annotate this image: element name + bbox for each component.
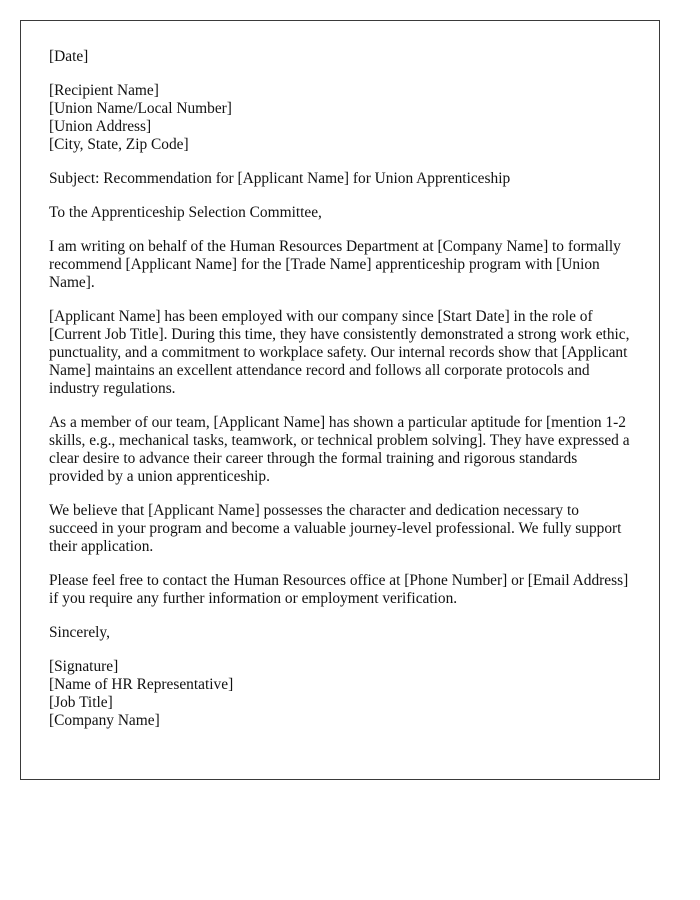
letter-page bbox=[20, 20, 660, 780]
company-name: [Company Name] bbox=[49, 712, 160, 729]
job-title: [Job Title] bbox=[49, 694, 113, 711]
recipient-name: [Recipient Name] bbox=[49, 82, 159, 99]
union-name: [Union Name/Local Number] bbox=[49, 100, 232, 117]
subject-line: Subject: Recommendation for [Applicant Name] for Union Apprenticeship bbox=[49, 170, 511, 187]
body-paragraph-intro: I am writing on behalf of the Human Resources Department at [Company Name] to formally recommend [Applicant Name] for the [Trade Name] apprenticeship program with [Union Name]. bbox=[49, 238, 621, 291]
body-paragraph-employment: [Applicant Name] has been employed with our company since [Start Date] in the role of [Current Job Title]. During this time, they have consistently demonstrated a strong work ethic, punctuality, and a commitment to workplace safety. Our internal records show that [Applicant Name] maintains an excellent attendance record and follows all corporate protocols and industry regulations. bbox=[49, 308, 630, 397]
body-paragraph-endorsement: We believe that [Applicant Name] possesses the character and dedication necessary to succeed in your program and become a valuable journey-level professional. We fully support their application. bbox=[49, 502, 622, 555]
signature-block bbox=[49, 658, 631, 730]
date-line bbox=[49, 48, 631, 66]
union-address: [Union Address] bbox=[49, 118, 152, 135]
signature: [Signature] bbox=[49, 658, 119, 675]
date: [Date] bbox=[49, 48, 89, 65]
closing: Sincerely, bbox=[49, 624, 110, 641]
body-paragraph-skills: As a member of our team, [Applicant Name] has shown a particular aptitude for [mention 1-2 skills, e.g., mechanical tasks, teamwork, or technical problem solving]. They have expressed a clear desire to advance their career through the formal training and rigorous standards provided by a union apprenticeship. bbox=[49, 414, 630, 485]
salutation: To the Apprenticeship Selection Committee, bbox=[49, 204, 322, 221]
body-paragraph-contact: Please feel free to contact the Human Resources office at [Phone Number] or [Email Address] if you require any further information or employment verification. bbox=[49, 572, 629, 607]
hr-representative-name: [Name of HR Representative] bbox=[49, 676, 234, 693]
recipient-block bbox=[49, 82, 631, 154]
city-state-zip: [City, State, Zip Code] bbox=[49, 136, 189, 153]
